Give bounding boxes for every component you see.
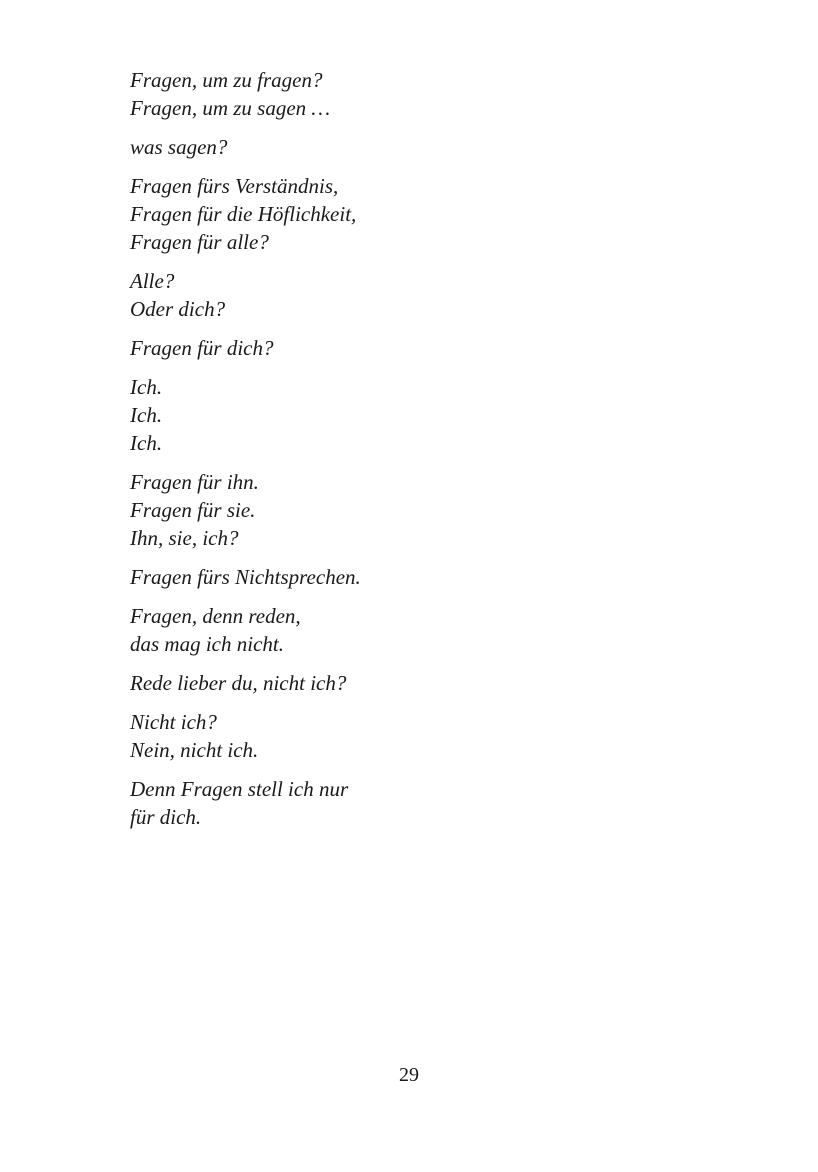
poem-line: Fragen für sie. bbox=[130, 498, 256, 522]
poem-line: Ich. bbox=[130, 431, 163, 455]
poem-body bbox=[130, 66, 690, 842]
stanza bbox=[130, 669, 690, 697]
stanza bbox=[130, 334, 690, 362]
page-number-footer bbox=[0, 1062, 818, 1088]
stanza bbox=[130, 267, 690, 323]
poem-line: für dich. bbox=[130, 805, 202, 829]
page-number: 29 bbox=[399, 1064, 419, 1086]
stanza bbox=[130, 602, 690, 658]
poem-line: Rede lieber du, nicht ich? bbox=[130, 671, 347, 695]
stanza bbox=[130, 563, 690, 591]
poem-line: Oder dich? bbox=[130, 297, 226, 321]
poem-line: Fragen für alle? bbox=[130, 230, 269, 254]
poem-line: Fragen für ihn. bbox=[130, 470, 259, 494]
stanza bbox=[130, 373, 690, 457]
poem-line: Alle? bbox=[130, 269, 175, 293]
poem-line: Nein, nicht ich. bbox=[130, 738, 259, 762]
poem-line: Denn Fragen stell ich nur bbox=[130, 777, 349, 801]
stanza bbox=[130, 708, 690, 764]
poem-line: Fragen, denn reden, bbox=[130, 604, 301, 628]
stanza bbox=[130, 775, 690, 831]
poem-line: Fragen fürs Verständnis, bbox=[130, 174, 339, 198]
stanza bbox=[130, 133, 690, 161]
stanza bbox=[130, 468, 690, 552]
poem-line: Fragen für dich? bbox=[130, 336, 274, 360]
stanza bbox=[130, 172, 690, 256]
poem-line: das mag ich nicht. bbox=[130, 632, 284, 656]
poem-line: Fragen für die Höflichkeit, bbox=[130, 202, 357, 226]
stanza bbox=[130, 66, 690, 122]
poem-line: Ich. bbox=[130, 403, 163, 427]
poem-line: Nicht ich? bbox=[130, 710, 217, 734]
poem-line: Ihn, sie, ich? bbox=[130, 526, 239, 550]
poem-line: Fragen, um zu fragen? bbox=[130, 68, 323, 92]
poem-line: Fragen fürs Nichtsprechen. bbox=[130, 565, 361, 589]
poem-line: was sagen? bbox=[130, 135, 228, 159]
poem-line: Fragen, um zu sagen … bbox=[130, 96, 331, 120]
poem-line: Ich. bbox=[130, 375, 163, 399]
